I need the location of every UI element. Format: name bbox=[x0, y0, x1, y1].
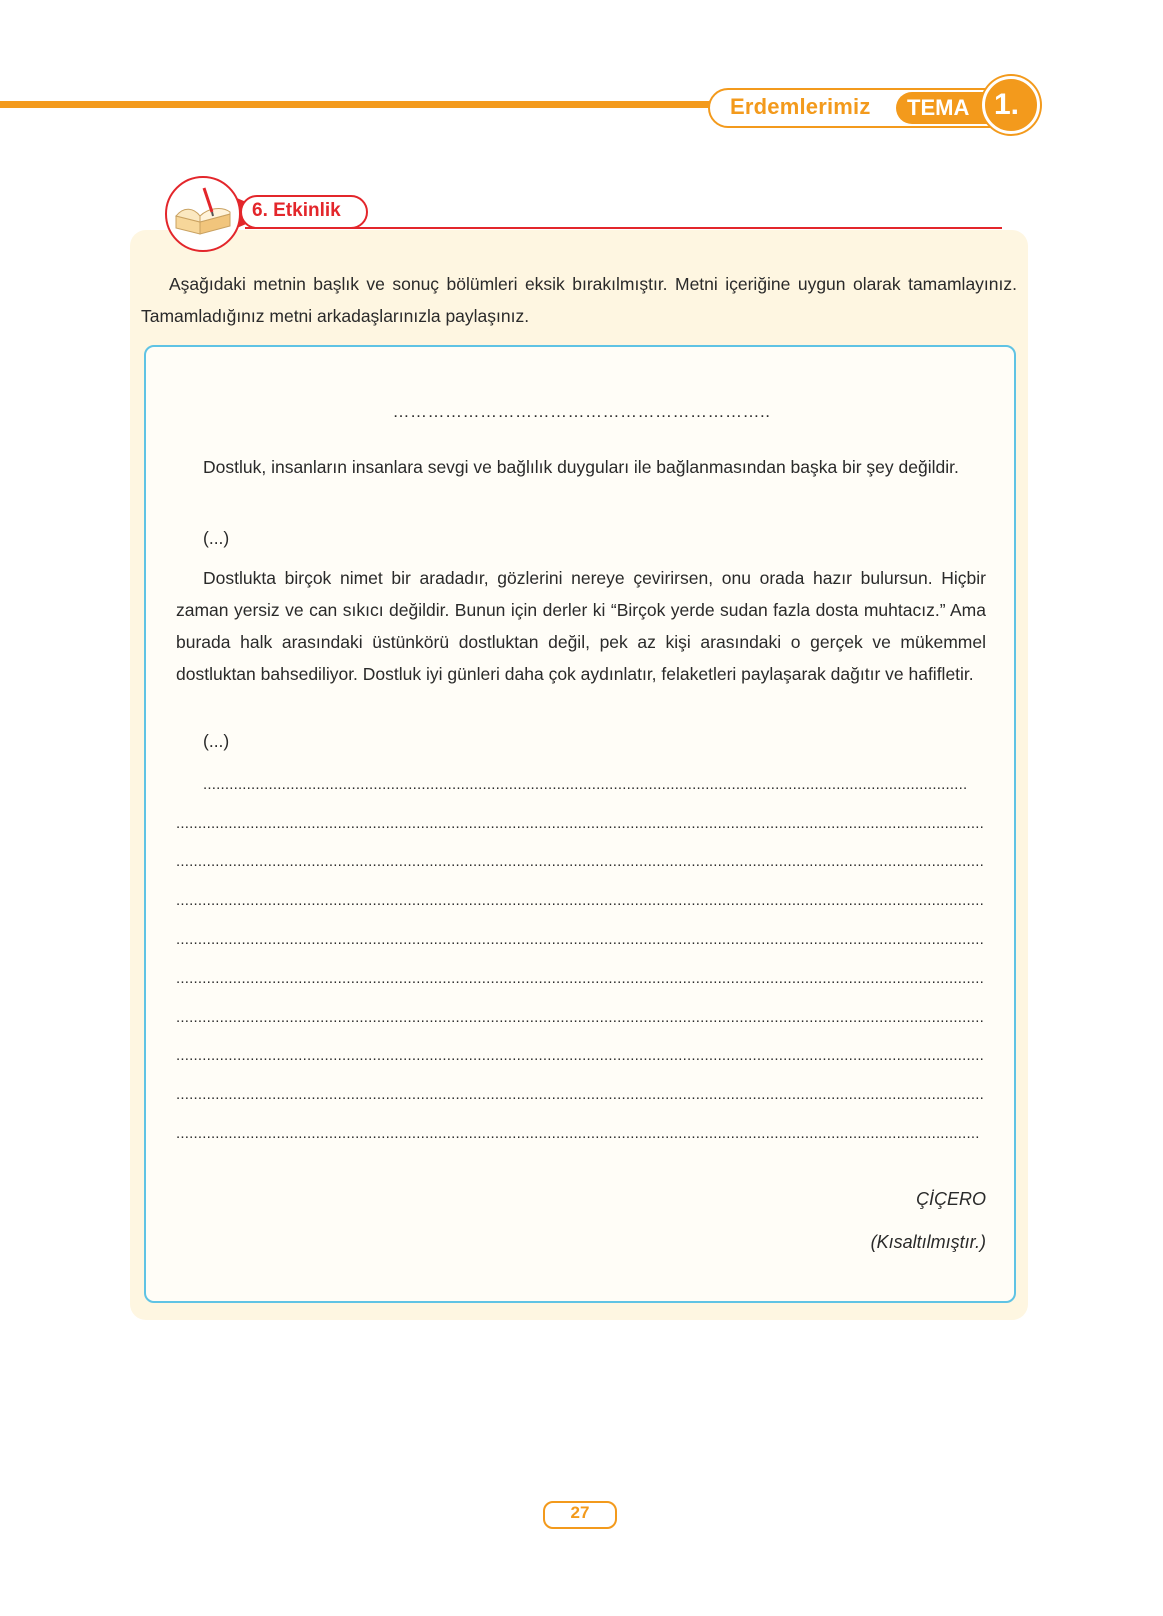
answer-line[interactable]: ......................................................................................................................................................................................... bbox=[176, 931, 984, 948]
paragraph-1-block bbox=[176, 451, 986, 483]
answer-line[interactable]: ......................................................................................................................................................................................... bbox=[176, 1009, 984, 1026]
tema-label: TEMA bbox=[907, 95, 970, 120]
answer-line[interactable]: ......................................................................................................................................................................................... bbox=[176, 1086, 984, 1103]
ellipsis-2-block bbox=[176, 725, 986, 757]
answer-line[interactable]: ......................................................................................................................................................................................... bbox=[176, 853, 984, 870]
answer-line[interactable]: ........................................................................................................................................................................................ bbox=[176, 1125, 980, 1142]
page-number: 27 bbox=[570, 1503, 590, 1522]
activity-rule bbox=[245, 227, 1002, 229]
header-rule bbox=[0, 101, 720, 108]
answer-line[interactable]: ......................................................................................................................................................................................... bbox=[176, 1047, 984, 1064]
paragraph-2-block bbox=[176, 562, 986, 690]
answer-line[interactable]: ......................................................................................................................................................................................... bbox=[176, 892, 984, 909]
activity-instructions: Aşağıdaki metnin başlık ve sonuç bölümleri eksik bırakılmıştır. Metni içeriğine uygun olarak tamamlayınız. Tamamladığınız metni arkadaşlarınızla paylaşınız. bbox=[141, 274, 1017, 326]
ellipsis-1: (...) bbox=[203, 528, 230, 548]
answer-line[interactable]: ......................................................................................................................................................................................... bbox=[176, 970, 984, 987]
abridged-note: (Kısaltılmıştır.) bbox=[870, 1232, 986, 1252]
paragraph-2: Dostlukta birçok nimet bir aradadır, gözlerini nereye çevirirsen, onu orada hazır bulursun. Hiçbir zaman yersiz ve can sıkıcı değildir. Bunun için derler ki “Birçok yerde sudan fazla dosta muhtacız.” Ama burada halk arasındaki üstünkörü dostluktan değil, pek az kişi arasındaki o gerçek ve mükemmel dostluktan bahsediliyor. Dostluk iyi günleri daha çok aydınlatır, felaketleri paylaşarak dağıtır ve hafifletir. bbox=[176, 568, 986, 684]
tema-number: 1. bbox=[994, 88, 1020, 121]
activity-label: 6. Etkinlik bbox=[252, 200, 341, 221]
ellipsis-2: (...) bbox=[203, 731, 230, 751]
book-with-pencil-icon bbox=[170, 182, 236, 244]
theme-name: Erdemlerimiz bbox=[730, 94, 871, 119]
paragraph-1: Dostluk, insanların insanlara sevgi ve bağlılık duyguları ile bağlanmasından başka bir şey değildir. bbox=[203, 457, 959, 477]
answer-line[interactable]: ......................................................................................................................................................................................... bbox=[176, 815, 984, 832]
ellipsis-1-block bbox=[176, 522, 986, 554]
title-answer-line[interactable]: ……………………………………………………….. bbox=[392, 402, 771, 421]
answer-line[interactable]: ............................................................................................................................................................................... bbox=[203, 776, 968, 793]
author: ÇİÇERO bbox=[915, 1189, 986, 1209]
